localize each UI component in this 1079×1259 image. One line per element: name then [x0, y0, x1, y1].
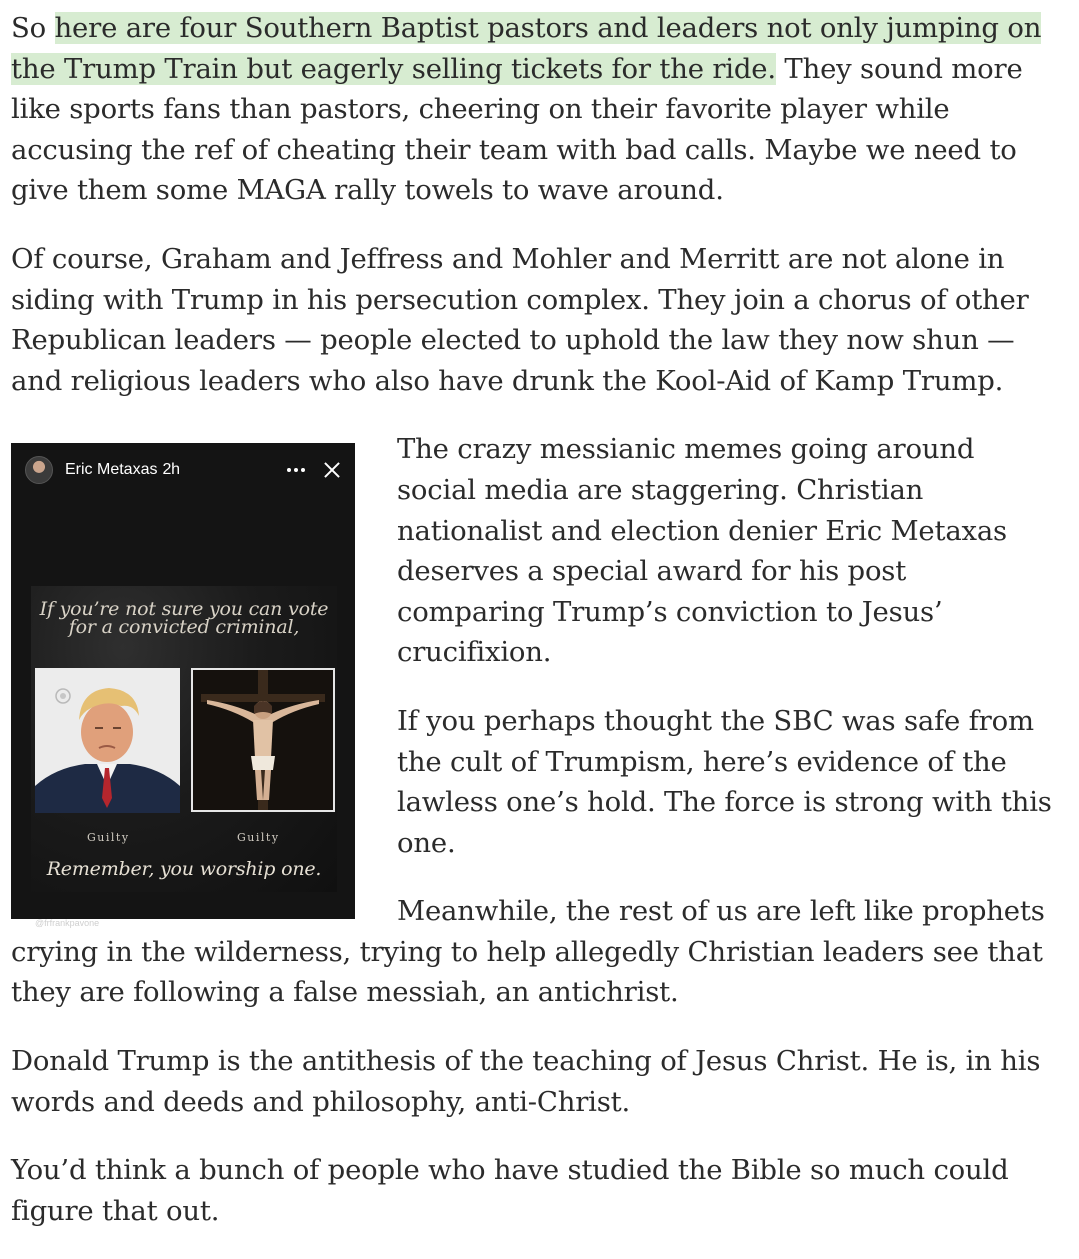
mugshot-image [35, 668, 180, 813]
highlighted-text[interactable]: here are four Southern Baptist pastors and leaders not only jumping on the Trump Train but eagerly selling tickets for the ride. [11, 12, 1042, 85]
paragraph-1-rest: They sound more like sports fans than pastors, cheering on their favorite player while accusing the ref of cheating their team with bad calls. Maybe we need to give them some MAGA rally towels to wave around. [11, 52, 1023, 207]
avatar [25, 456, 53, 484]
crucifixion-image [191, 668, 335, 812]
guilty-label-right: Guilty [237, 831, 280, 845]
paragraph-2: Of course, Graham and Jeffress and Mohler and Merritt are not alone in siding with Trump in his persecution complex. They join a chorus of other Republican leaders — people elected to uphold the law they now shun — and religious leaders who also have drunk the Kool-Aid of Kamp Trump. [11, 242, 1029, 397]
instagram-story-screenshot [11, 443, 355, 929]
paragraph-6: Donald Trump is the antithesis of the teaching of Jesus Christ. He is, in his words and deeds and philosophy, anti-Christ. [11, 1045, 1041, 1118]
meme-image [31, 586, 337, 892]
watermark-handle: @frfrankpavone [35, 918, 100, 929]
more-icon[interactable] [287, 468, 305, 472]
article-body [11, 8, 1061, 1259]
paragraph-1 [11, 8, 1061, 211]
poster-name: Eric Metaxas [65, 461, 158, 479]
paragraph-4: If you perhaps thought the SBC was safe from the cult of Trumpism, here’s evidence of the lawless one’s hold. The force is strong with this one. [397, 704, 1052, 859]
meme-bottom-text: Remember, you worship one. [46, 858, 322, 881]
paragraph-3: The crazy messianic memes going around social media are staggering. Christian nationalist and election denier Eric Metaxas deserves a special award for his post comparing Trump’s conviction to Jesus’ crucifixion. [397, 433, 1007, 669]
close-icon[interactable] [323, 461, 341, 479]
paragraph-1-prefix: So [11, 12, 55, 44]
story-header [25, 455, 341, 485]
paragraph-5: Meanwhile, the rest of us are left like prophets crying in the wilderness, trying to help allegedly Christian leaders see that they are following a false messiah, an antichrist. [11, 895, 1045, 1009]
paragraph-7: You’d think a bunch of people who have studied the Bible so much could figure that out. [11, 1154, 1009, 1227]
guilty-label-left: Guilty [87, 831, 130, 845]
meme-top-text: If you’re not sure you can vote for a convicted criminal, [39, 598, 329, 639]
post-time: 2h [162, 461, 180, 479]
